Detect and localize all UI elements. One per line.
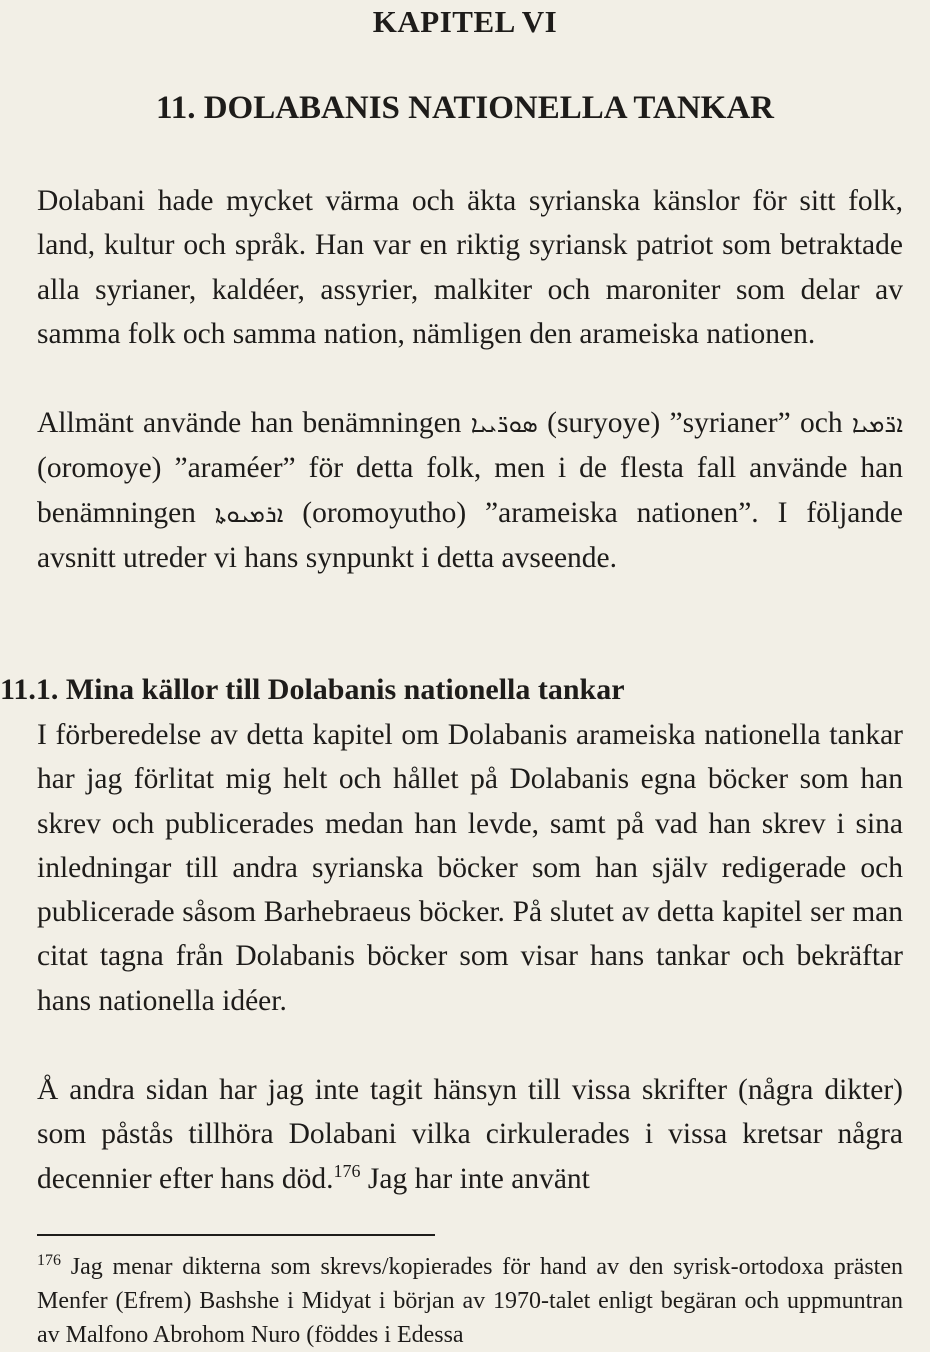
paragraph-intro bbox=[37, 179, 903, 356]
paragraph-terms-text bbox=[37, 401, 903, 580]
terms-text-4: (oromoyutho) ”arameiska nationen”. I följande avsnitt utreder vi hans synpunkt i detta avseende. bbox=[37, 496, 903, 574]
paragraph-intro-text: Dolabani hade mycket värma och äkta syrianska känslor för sitt folk, land, kultur och språk. Han var en riktig syriansk patriot som betraktade alla syrianer, kaldéer, assyrier, malkiter och maroniter som delar av samma folk och samma nation, nämligen den arameiska nationen. bbox=[37, 185, 903, 350]
section-title: 11. DOLABANIS NATIONELLA TANKAR bbox=[156, 90, 774, 126]
terms-text-1: Allmänt använde han benämningen bbox=[37, 407, 471, 439]
footnote-number: 176 bbox=[37, 1252, 61, 1269]
paragraph-terms bbox=[37, 401, 903, 580]
footnote-divider bbox=[37, 1234, 435, 1236]
syriac-word-oromoye: ܐܪ̈ܡܝܐ bbox=[851, 410, 903, 438]
syriac-word-suryoye: ܣܘܪ̈ܝܝܐ bbox=[470, 410, 538, 438]
paragraph-sources bbox=[37, 713, 903, 1023]
chapter-label: KAPITEL VI bbox=[372, 4, 558, 39]
footnote-text-block bbox=[37, 1250, 903, 1352]
terms-text-3: (oromoye) ”araméer” för detta folk, men i de flesta fall använde han benämningen bbox=[37, 452, 903, 529]
subsection-title: 11.1. Mina källor till Dolabanis nationella tankar bbox=[0, 673, 625, 706]
exclusions-text: Å andra sidan har jag inte tagit hänsyn till vissa skrifter (några dikter) som påstås tillhöra Dolabani vilka cirkulerades i vissa kretsar några decennier efter hans död. bbox=[37, 1074, 903, 1195]
syriac-word-oromoyutho: ܐܪܡܝܘܬܐ bbox=[214, 499, 284, 528]
footnote bbox=[37, 1250, 903, 1352]
terms-text-2: (suryoye) ”syrianer” och bbox=[537, 407, 852, 439]
footnote-reference: 176 bbox=[333, 1160, 361, 1181]
paragraph-exclusions bbox=[37, 1068, 903, 1201]
footnote-text: Jag menar dikterna som skrevs/kopierades för hand av den syrisk-ortodoxa prästen Menfer (Efrem) Bashshe i Midyat i början av 1970-talet enligt begäran och uppmuntran av Malfono Abrohom Nuro (föddes i Edessa bbox=[37, 1254, 903, 1348]
paragraph-sources-text: I förberedelse av detta kapitel om Dolabanis arameiska nationella tankar har jag förlitat mig helt och hållet på Dolabanis egna böcker som han skrev och publicerades medan han levde, samt på vad han skrev i sina inledningar till andra syrianska böcker som han själv redigerade och publicerade såsom Barhebraeus böcker. På slutet av detta kapitel ser man citat tagna från Dolabanis böcker som visar hans tankar och bekräftar hans nationella idéer. bbox=[37, 719, 903, 1017]
exclusions-text-end: Jag har inte använt bbox=[360, 1162, 590, 1195]
paragraph-exclusions-text bbox=[37, 1068, 903, 1201]
